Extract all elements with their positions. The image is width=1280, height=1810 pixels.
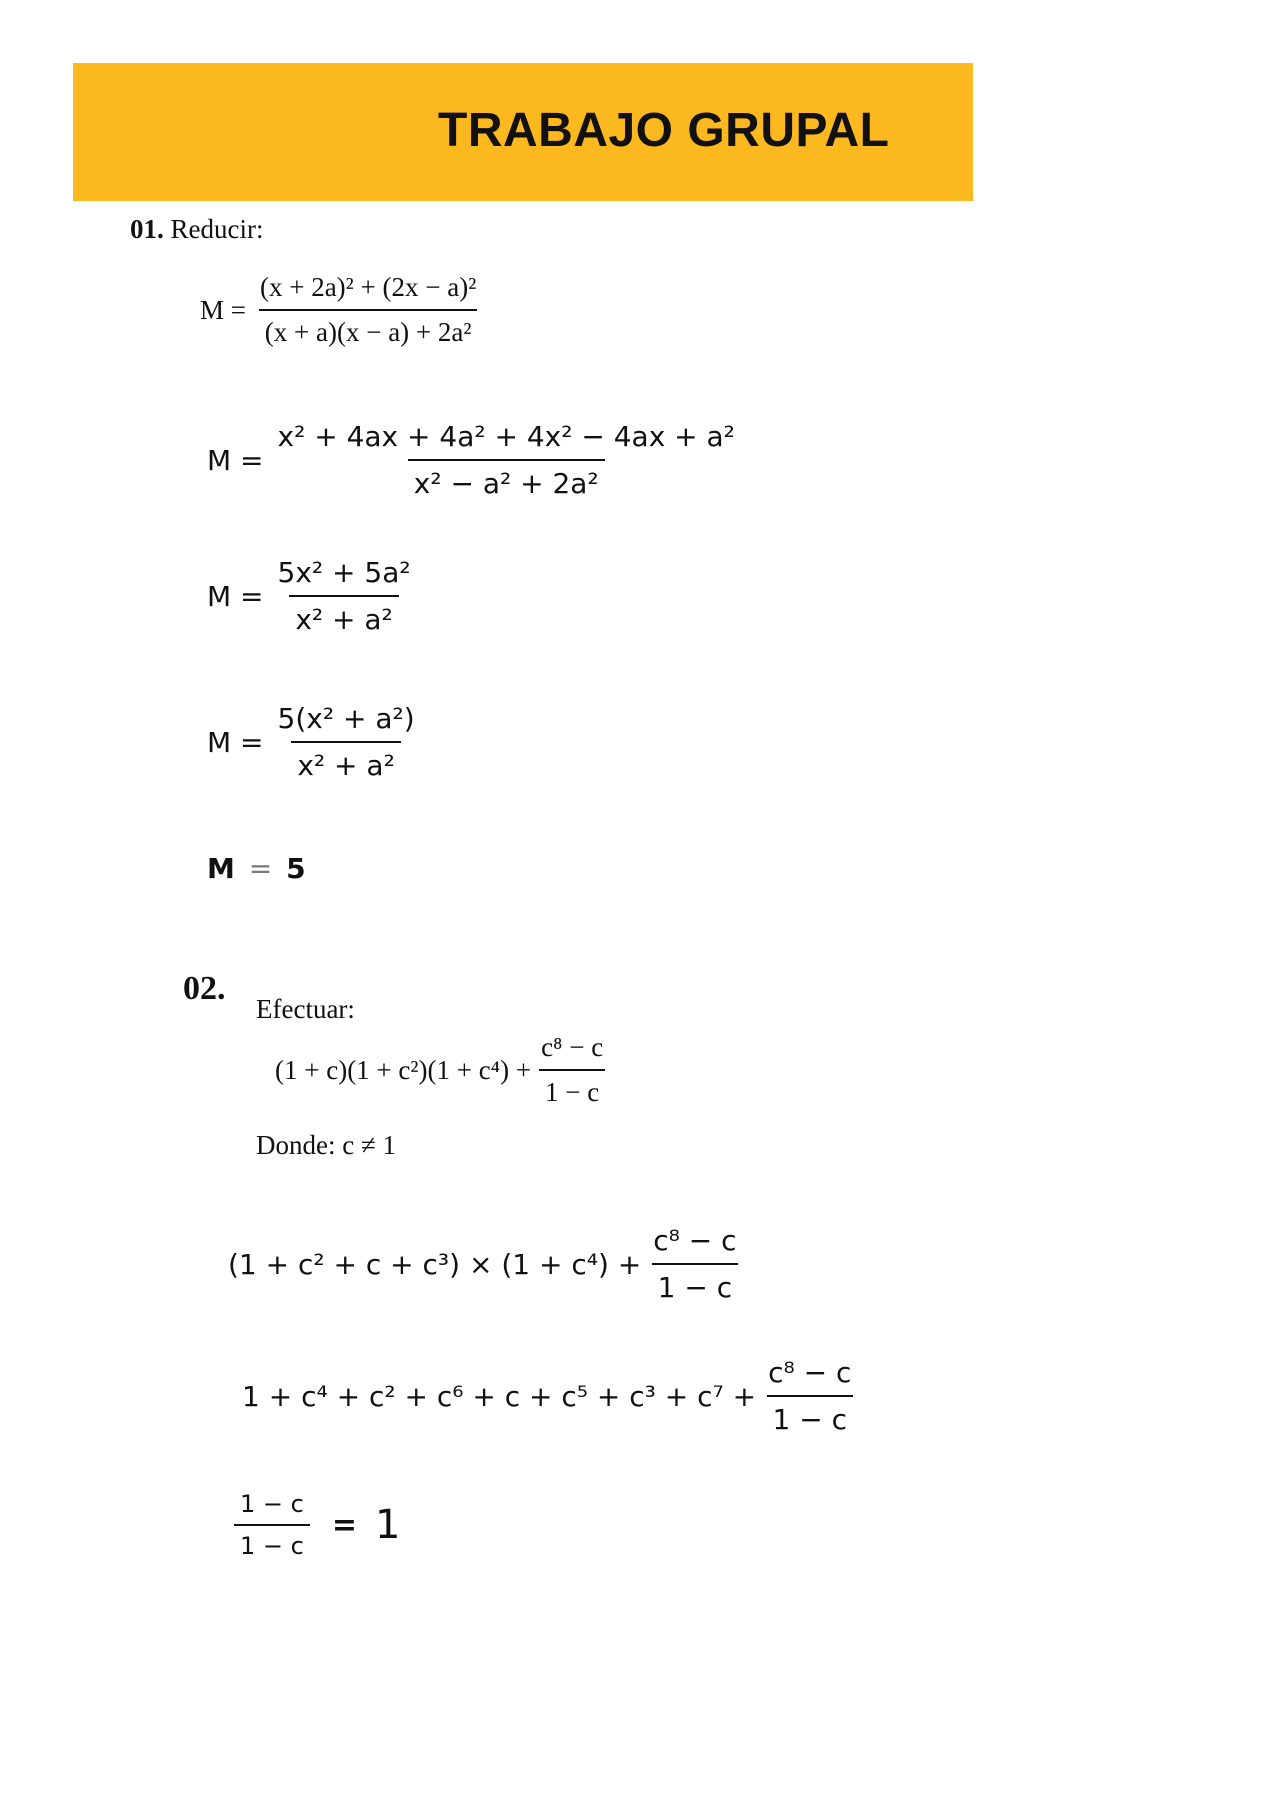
problem-2-step-1 — [228, 1224, 743, 1304]
problem-1-result — [207, 852, 306, 885]
statement-lhs: M = — [200, 294, 246, 325]
result-value: 5 — [286, 852, 306, 885]
problem-2-number: 02. — [183, 970, 226, 1007]
statement-fraction — [535, 1032, 609, 1108]
problem-1-statement — [200, 272, 482, 348]
page-title: TRABAJO GRUPAL — [438, 104, 890, 157]
step-numerator: c⁸ − c — [653, 1224, 737, 1257]
result-value: 1 — [374, 1502, 401, 1548]
problem-2-condition: Donde: c ≠ 1 — [256, 1130, 397, 1160]
result-lhs: M — [207, 852, 235, 885]
step-numerator: 5x² + 5a² — [277, 556, 411, 589]
step-lhs: M = — [207, 725, 264, 759]
problem-2-statement — [275, 1032, 609, 1108]
statement-numerator: c⁸ − c — [541, 1032, 604, 1062]
problem-2-instruction: Efectuar: — [256, 994, 355, 1024]
problem-1-number: 01. — [130, 214, 164, 244]
problem-2-step-2 — [242, 1356, 857, 1436]
step-numerator: x² + 4ax + 4a² + 4x² − 4ax + a² — [277, 420, 735, 453]
step-numerator: 5(x² + a²) — [277, 702, 415, 735]
step-expression: 1 + c⁴ + c² + c⁶ + c + c⁵ + c³ + c⁷ + — [242, 1379, 757, 1413]
step-expression: (1 + c² + c + c³) × (1 + c⁴) + — [228, 1247, 642, 1281]
step-numerator: c⁸ − c — [768, 1356, 852, 1389]
step-denominator: x² + a² — [291, 741, 400, 782]
step-lhs: M = — [207, 579, 264, 613]
problem-1-heading — [130, 214, 263, 245]
result-equals: = — [248, 852, 273, 885]
problem-1-step-2 — [207, 556, 417, 636]
statement-expression: (1 + c)(1 + c²)(1 + c⁴) + — [275, 1054, 532, 1085]
problem-1-step-1 — [207, 420, 741, 500]
statement-denominator: (x + a)(x − a) + 2a² — [259, 309, 478, 348]
result-numerator: 1 − c — [240, 1490, 304, 1518]
step-denominator: 1 − c — [767, 1395, 853, 1436]
step-fraction — [272, 556, 417, 636]
statement-denominator: 1 − c — [539, 1069, 605, 1108]
problem-2-result — [234, 1490, 400, 1560]
step-fraction — [762, 1356, 857, 1436]
header-banner — [73, 63, 973, 201]
step-denominator: 1 − c — [652, 1263, 738, 1304]
result-equals: = — [331, 1507, 357, 1543]
statement-fraction — [254, 272, 482, 348]
step-denominator: x² + a² — [289, 595, 398, 636]
step-lhs: M = — [207, 443, 264, 477]
problem-1-step-3 — [207, 702, 421, 782]
problem-1-instruction: Reducir: — [170, 214, 264, 244]
step-denominator: x² − a² + 2a² — [408, 459, 605, 500]
result-denominator: 1 − c — [234, 1524, 310, 1560]
step-fraction — [272, 702, 421, 782]
statement-numerator: (x + 2a)² + (2x − a)² — [259, 272, 477, 302]
step-fraction — [647, 1224, 742, 1304]
step-fraction — [272, 420, 741, 500]
result-fraction — [234, 1490, 310, 1560]
